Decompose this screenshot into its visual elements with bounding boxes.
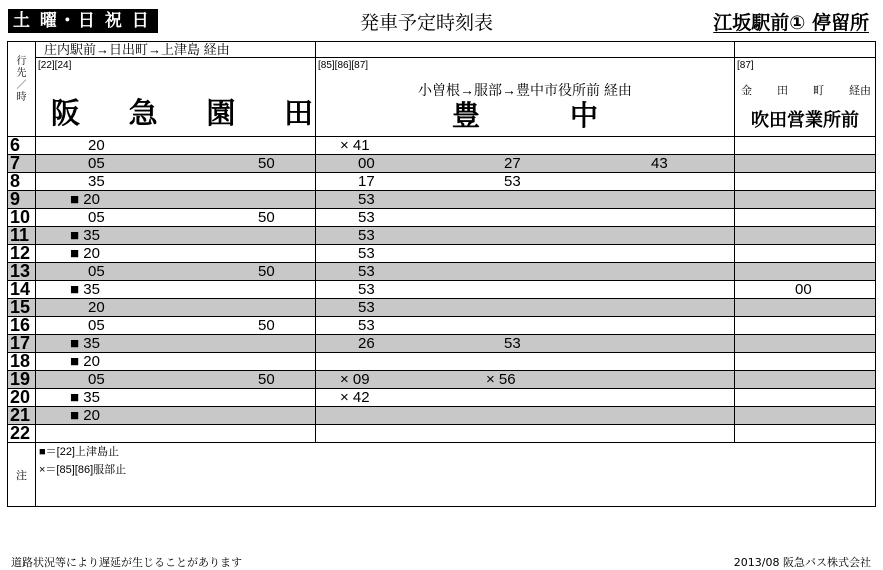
departure-minute: 50 xyxy=(258,317,275,334)
departure-minute: ■ 35 xyxy=(70,335,100,352)
hour-label: 7 xyxy=(8,155,36,173)
departure-minute: 53 xyxy=(358,209,375,226)
stop-name: 江坂駅前① 停留所 xyxy=(713,12,869,34)
departure-minute: 20 xyxy=(88,137,105,154)
minutes-cell-c1 xyxy=(36,353,316,371)
publisher-info: 2013/08 阪急バス株式会社 xyxy=(733,556,871,569)
minutes-cell-c1 xyxy=(36,227,316,245)
minutes-cell-c1 xyxy=(36,335,316,353)
departure-minute: ■ 20 xyxy=(70,407,100,424)
hour-row xyxy=(8,191,876,209)
departure-minute: × 41 xyxy=(340,137,370,154)
col3-via-char: 田 xyxy=(777,85,788,97)
hour-label: 18 xyxy=(8,353,36,371)
minutes-cell-c3 xyxy=(735,263,876,281)
minutes-cell-c1 xyxy=(36,155,316,173)
departure-minute: 00 xyxy=(795,281,812,298)
hour-row xyxy=(8,245,876,263)
note-line: ×＝[85][86]服部止 xyxy=(39,464,127,476)
corner-label: 行 先 ／ 時 xyxy=(8,42,36,137)
departure-minute: ■ 20 xyxy=(70,191,100,208)
notes-cell xyxy=(36,443,876,507)
departure-minute: 53 xyxy=(358,281,375,298)
col2-via: 小曽根→服部→豊中市役所前 経由 xyxy=(418,82,632,98)
col2-routes: [85][86][87] xyxy=(318,60,369,71)
hour-label: 10 xyxy=(8,209,36,227)
minutes-cell-c1 xyxy=(36,173,316,191)
minutes-cell-c2 xyxy=(316,371,735,389)
departure-minute: 50 xyxy=(258,263,275,280)
col3-via-char: 町 xyxy=(813,85,824,97)
hour-row xyxy=(8,389,876,407)
departure-minute: 53 xyxy=(504,173,521,190)
hour-row xyxy=(8,407,876,425)
hour-label: 13 xyxy=(8,263,36,281)
minutes-cell-c1 xyxy=(36,407,316,425)
hour-label: 8 xyxy=(8,173,36,191)
departure-minute: 53 xyxy=(358,227,375,244)
departure-minute: 35 xyxy=(88,173,105,190)
departure-minute: ■ 20 xyxy=(70,245,100,262)
minutes-cell-c1 xyxy=(36,191,316,209)
minutes-cell-c3 xyxy=(735,317,876,335)
departure-minute: 43 xyxy=(651,155,668,172)
hour-label: 21 xyxy=(8,407,36,425)
col3-via-char: 金 xyxy=(741,85,752,97)
departure-minute: × 42 xyxy=(340,389,370,406)
hour-row xyxy=(8,281,876,299)
hour-row xyxy=(8,425,876,443)
hour-row xyxy=(8,173,876,191)
col2-via-spacer xyxy=(316,42,735,58)
departure-minute: ■ 35 xyxy=(70,227,100,244)
hour-row xyxy=(8,137,876,155)
minutes-cell-c1 xyxy=(36,371,316,389)
minutes-cell-c1 xyxy=(36,263,316,281)
col1-destination-cell xyxy=(36,58,316,137)
departure-minute: × 09 xyxy=(340,371,370,388)
hour-label: 22 xyxy=(8,425,36,443)
minutes-cell-c3 xyxy=(735,425,876,443)
departure-minute: 53 xyxy=(358,317,375,334)
departure-minute: 05 xyxy=(88,209,105,226)
minutes-cell-c2 xyxy=(316,245,735,263)
minutes-cell-c2 xyxy=(316,137,735,155)
minutes-cell-c1 xyxy=(36,425,316,443)
col3-destination-cell xyxy=(735,58,876,137)
departure-minute: 53 xyxy=(504,335,521,352)
minutes-cell-c3 xyxy=(735,173,876,191)
col3-via-char: 経由 xyxy=(849,85,871,97)
hour-label: 9 xyxy=(8,191,36,209)
departure-minute: 27 xyxy=(504,155,521,172)
departure-minute: 05 xyxy=(88,371,105,388)
hour-label: 15 xyxy=(8,299,36,317)
minutes-cell-c2 xyxy=(316,335,735,353)
minutes-cell-c1 xyxy=(36,281,316,299)
col1-dest-char: 阪 xyxy=(51,98,81,130)
hour-row xyxy=(8,299,876,317)
minutes-cell-c3 xyxy=(735,209,876,227)
hour-row xyxy=(8,155,876,173)
minutes-cell-c2 xyxy=(316,353,735,371)
timetable xyxy=(7,41,876,507)
hour-row xyxy=(8,371,876,389)
departure-minute: 26 xyxy=(358,335,375,352)
col2-destination: 豊中 xyxy=(451,100,688,131)
minutes-cell-c1 xyxy=(36,137,316,155)
col1-dest-char: 急 xyxy=(128,98,158,130)
hour-row xyxy=(8,209,876,227)
minutes-cell-c3 xyxy=(735,245,876,263)
hour-row xyxy=(8,317,876,335)
notes-label: 注 xyxy=(8,443,36,507)
hour-label: 20 xyxy=(8,389,36,407)
hour-row xyxy=(8,353,876,371)
minutes-cell-c1 xyxy=(36,209,316,227)
minutes-cell-c3 xyxy=(735,371,876,389)
timetable-header xyxy=(0,0,883,38)
departure-minute: 17 xyxy=(358,173,375,190)
minutes-cell-c2 xyxy=(316,299,735,317)
departure-minute: ■ 35 xyxy=(70,389,100,406)
minutes-cell-c3 xyxy=(735,155,876,173)
minutes-cell-c2 xyxy=(316,425,735,443)
delay-notice: 道路状況等により遅延が生じることがあります xyxy=(11,556,242,569)
departure-minute: 50 xyxy=(258,209,275,226)
minutes-cell-c2 xyxy=(316,191,735,209)
departure-minute: 50 xyxy=(258,371,275,388)
hour-row xyxy=(8,263,876,281)
minutes-cell-c1 xyxy=(36,317,316,335)
minutes-cell-c3 xyxy=(735,227,876,245)
minutes-cell-c3 xyxy=(735,281,876,299)
hour-label: 17 xyxy=(8,335,36,353)
hour-label: 16 xyxy=(8,317,36,335)
col3-via-spacer xyxy=(735,42,876,58)
minutes-cell-c2 xyxy=(316,407,735,425)
col1-dest-char: 田 xyxy=(283,98,313,130)
page-title: 発車予定時刻表 xyxy=(360,12,494,34)
col1-via: 庄内駅前→日出町→上津島 経由 xyxy=(36,42,316,58)
note-line: ■＝[22]上津島止 xyxy=(39,446,119,458)
minutes-cell-c2 xyxy=(316,227,735,245)
minutes-cell-c2 xyxy=(316,263,735,281)
hour-label: 6 xyxy=(8,137,36,155)
minutes-cell-c2 xyxy=(316,155,735,173)
departure-minute: 00 xyxy=(358,155,375,172)
hour-label: 19 xyxy=(8,371,36,389)
minutes-cell-c3 xyxy=(735,191,876,209)
minutes-cell-c2 xyxy=(316,317,735,335)
departure-minute: ■ 20 xyxy=(70,353,100,370)
departure-minute: 05 xyxy=(88,317,105,334)
minutes-cell-c3 xyxy=(735,407,876,425)
departure-minute: 53 xyxy=(358,263,375,280)
col1-destination xyxy=(51,91,313,132)
col1-routes: [22][24] xyxy=(38,60,72,71)
col3-destination: 吹田営業所前 xyxy=(751,110,859,130)
minutes-cell-c2 xyxy=(316,281,735,299)
departure-minute: 05 xyxy=(88,263,105,280)
departure-minute: 53 xyxy=(358,191,375,208)
minutes-cell-c1 xyxy=(36,245,316,263)
departure-minute: ■ 35 xyxy=(70,281,100,298)
departure-minute: 05 xyxy=(88,155,105,172)
minutes-cell-c3 xyxy=(735,335,876,353)
departure-minute: 53 xyxy=(358,245,375,262)
hour-row xyxy=(8,335,876,353)
hour-label: 14 xyxy=(8,281,36,299)
minutes-cell-c2 xyxy=(316,389,735,407)
minutes-cell-c3 xyxy=(735,353,876,371)
hour-label: 11 xyxy=(8,227,36,245)
col3-via xyxy=(741,82,871,98)
departure-minute: 50 xyxy=(258,155,275,172)
departure-minute: 20 xyxy=(88,299,105,316)
minutes-cell-c3 xyxy=(735,137,876,155)
minutes-cell-c3 xyxy=(735,299,876,317)
col1-dest-char: 園 xyxy=(206,98,236,130)
minutes-cell-c3 xyxy=(735,389,876,407)
col2-destination-cell xyxy=(316,58,735,137)
minutes-cell-c1 xyxy=(36,389,316,407)
minutes-cell-c2 xyxy=(316,173,735,191)
hour-label: 12 xyxy=(8,245,36,263)
day-type-badge: 土 曜・日 祝 日 xyxy=(8,9,158,33)
minutes-cell-c2 xyxy=(316,209,735,227)
hour-row xyxy=(8,227,876,245)
col3-routes: [87] xyxy=(737,60,754,71)
minutes-cell-c1 xyxy=(36,299,316,317)
departure-minute: 53 xyxy=(358,299,375,316)
departure-minute: × 56 xyxy=(486,371,516,388)
